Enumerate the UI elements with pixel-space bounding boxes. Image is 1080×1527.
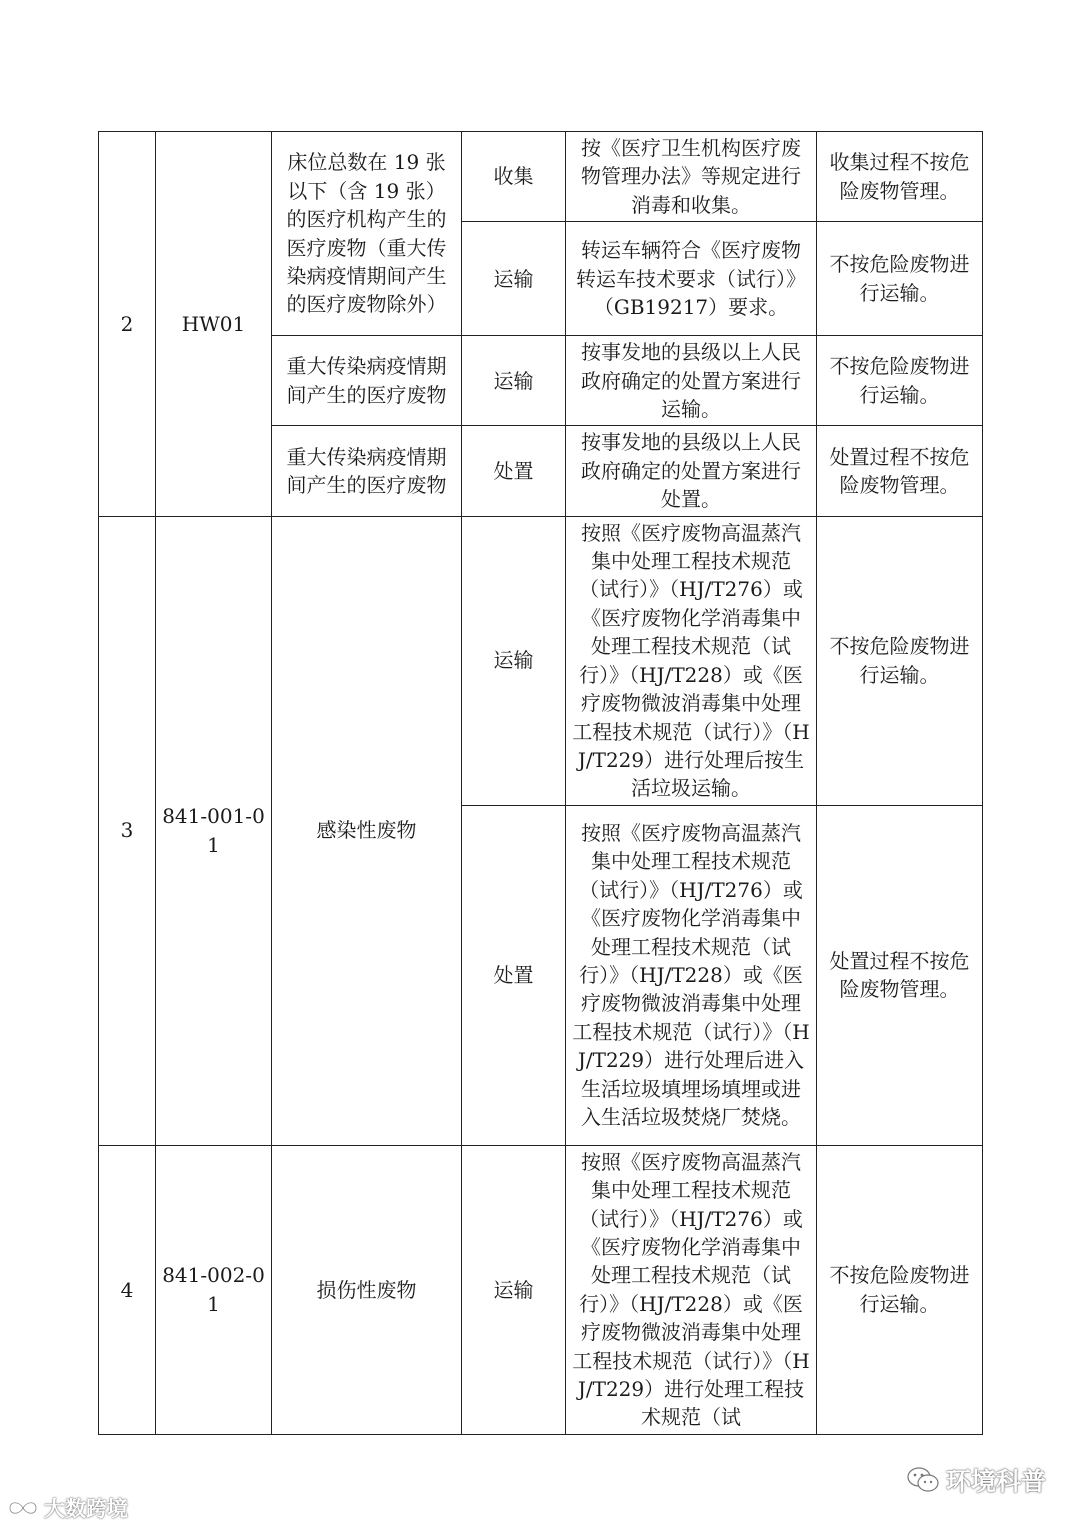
- exemption-condition: 按事发地的县级以上人民政府确定的处置方案进行运输。: [566, 336, 817, 426]
- process-stage: 处置: [462, 426, 566, 516]
- table-row: [99, 132, 983, 222]
- process-stage: 运输: [462, 222, 566, 336]
- waste-code: HW01: [156, 132, 272, 517]
- row-number: 4: [99, 1145, 156, 1434]
- watermark-left: [6, 1494, 128, 1522]
- exemption-content: 不按危险废物进行运输。: [817, 516, 983, 805]
- waste-code: 841-002-01: [156, 1145, 272, 1434]
- exemption-content: 不按危险废物进行运输。: [817, 1145, 983, 1434]
- table-row: [99, 516, 983, 805]
- exemption-condition: 按《医疗卫生机构医疗废物管理办法》等规定进行消毒和收集。: [566, 132, 817, 222]
- exemption-condition: 按照《医疗废物高温蒸汽集中处理工程技术规范（试行）》（HJ/T276）或《医疗废物化学消毒集中处理工程技术规范（试行）》（HJ/T228）或《医疗废物微波消毒集中处理工程技术规范（试行）》（HJ/T229）进行处理后进入生活垃圾填埋场填埋或进入生活垃圾焚烧厂焚烧。: [566, 805, 817, 1145]
- infinity-logo-icon: [6, 1498, 40, 1518]
- wechat-icon: [906, 1465, 940, 1495]
- exemption-condition: 转运车辆符合《医疗废物转运车技术要求（试行）》（GB19217）要求。: [566, 222, 817, 336]
- process-stage: 运输: [462, 336, 566, 426]
- waste-category: 感染性废物: [272, 516, 462, 1145]
- watermark-right: [906, 1462, 1046, 1498]
- waste-category: 损伤性废物: [272, 1145, 462, 1434]
- row-number: 3: [99, 516, 156, 1145]
- exemption-content: 不按危险废物进行运输。: [817, 336, 983, 426]
- watermark-left-text: 大数跨境: [44, 1497, 128, 1521]
- waste-category: 重大传染病疫情期间产生的医疗废物: [272, 426, 462, 516]
- watermark-right-text: 环境科普: [945, 1467, 1046, 1496]
- process-stage: 运输: [462, 1145, 566, 1434]
- process-stage: 处置: [462, 805, 566, 1145]
- table-row: [99, 1145, 983, 1434]
- exemption-content: 处置过程不按危险废物管理。: [817, 805, 983, 1145]
- exemption-condition: 按照《医疗废物高温蒸汽集中处理工程技术规范（试行）》（HJ/T276）或《医疗废物化学消毒集中处理工程技术规范（试行）》（HJ/T228）或《医疗废物微波消毒集中处理工程技术规范（试行）》（HJ/T229）进行处理工程技术规范（试: [566, 1145, 817, 1434]
- row-number: 2: [99, 132, 156, 517]
- exemption-condition: 按照《医疗废物高温蒸汽集中处理工程技术规范（试行）》（HJ/T276）或《医疗废物化学消毒集中处理工程技术规范（试行）》（HJ/T228）或《医疗废物微波消毒集中处理工程技术规范（试行）》（HJ/T229）进行处理后按生活垃圾运输。: [566, 516, 817, 805]
- waste-code: 841-001-01: [156, 516, 272, 1145]
- exemption-content: 处置过程不按危险废物管理。: [817, 426, 983, 516]
- waste-category: 重大传染病疫情期间产生的医疗废物: [272, 336, 462, 426]
- process-stage: 运输: [462, 516, 566, 805]
- waste-category: 床位总数在 19 张以下（含 19 张）的医疗机构产生的医疗废物（重大传染病疫情期间产生的医疗废物除外）: [272, 132, 462, 336]
- exemption-table: [98, 131, 983, 1435]
- exemption-content: 不按危险废物进行运输。: [817, 222, 983, 336]
- exemption-content: 收集过程不按危险废物管理。: [817, 132, 983, 222]
- process-stage: 收集: [462, 132, 566, 222]
- exemption-condition: 按事发地的县级以上人民政府确定的处置方案进行处置。: [566, 426, 817, 516]
